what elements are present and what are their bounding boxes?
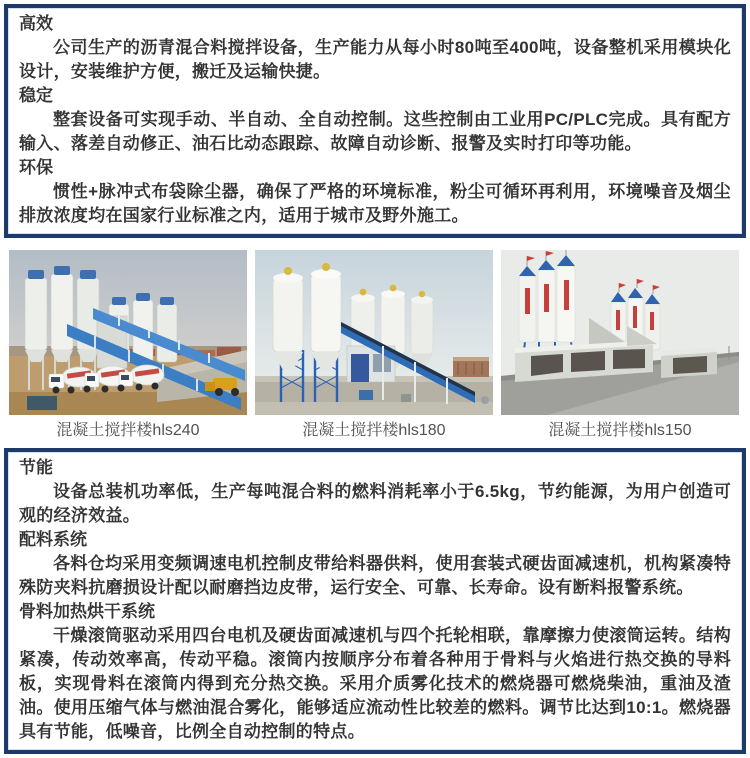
concrete-plant-hls180-illustration [255,250,493,415]
feature-heading-environment: 环保 [19,158,53,177]
system-body-batching: 各料仓均采用变频调速电机控制皮带给料器供料，使用套装式硬齿面减速机，机构紧凑特殊防夹料抗磨损设计配以耐磨挡边皮带，运行安全、可靠、长寿命。设有断料报警系统。 [19,554,731,597]
system-heading-batching: 配料系统 [19,530,87,549]
photo-hls150 [501,250,739,440]
system-heading-aggregate-drying: 骨料加热烘干系统 [19,602,155,621]
photo-hls180 [255,250,493,440]
system-body-energy-saving: 设备总装机功率低，生产每吨混合料的燃料消耗率小于6.5kg，节约能源，为用户创造可观的经济效益。 [19,482,731,525]
photo-caption-hls240: 混凝土搅拌楼hls240 [56,422,200,439]
system-heading-energy-saving: 节能 [19,458,53,477]
concrete-plant-hls240-illustration [9,250,247,415]
system-body-aggregate-drying: 干燥滚筒驱动采用四台电机及硬齿面减速机与四个托轮相联，靠摩擦力使滚筒运转。结构紧凑，传动效率高，传动平稳。滚筒内按顺序分布着各种用于骨料与火焰进行热交换的导料板，实现骨料在滚筒内得到充分热交换。采用介质雾化技术的燃烧器可燃烧柴油，重油及渣油。使用压缩气体与燃油混合雾化，能够适应流动性比较差的燃料。调节比达到10:1。燃烧器具有节能，低噪音，比例全自动控制的特点。 [19,626,731,741]
feature-body-stability: 整套设备可实现手动、半自动、全自动控制。这些控制由工业用PC/PLC完成。具有配方输入、落差自动修正、油石比动态跟踪、故障自动诊断、报警及实时打印等功能。 [19,110,731,153]
photo-caption-hls180: 混凝土搅拌楼hls180 [302,422,446,439]
concrete-plant-hls150-illustration [501,250,739,415]
photo-caption-hls150: 混凝土搅拌楼hls150 [548,422,692,439]
feature-body-environment: 惯性+脉冲式布袋除尘器，确保了严格的环境标准，粉尘可循环再利用，环境噪音及烟尘排放浓度均在国家行业标准之内，适用于城市及野外施工。 [19,182,731,225]
photo-hls240 [9,250,247,440]
plant-photo-gallery [9,250,741,440]
systems-panel [4,448,746,754]
features-panel [4,4,746,238]
feature-heading-stability: 稳定 [19,86,53,105]
feature-body-efficiency: 公司生产的沥青混合料搅拌设备，生产能力从每小时80吨至400吨，设备整机采用模块化设计，安装维护方便，搬迁及运输快捷。 [19,38,731,81]
feature-heading-efficiency: 高效 [19,14,53,33]
